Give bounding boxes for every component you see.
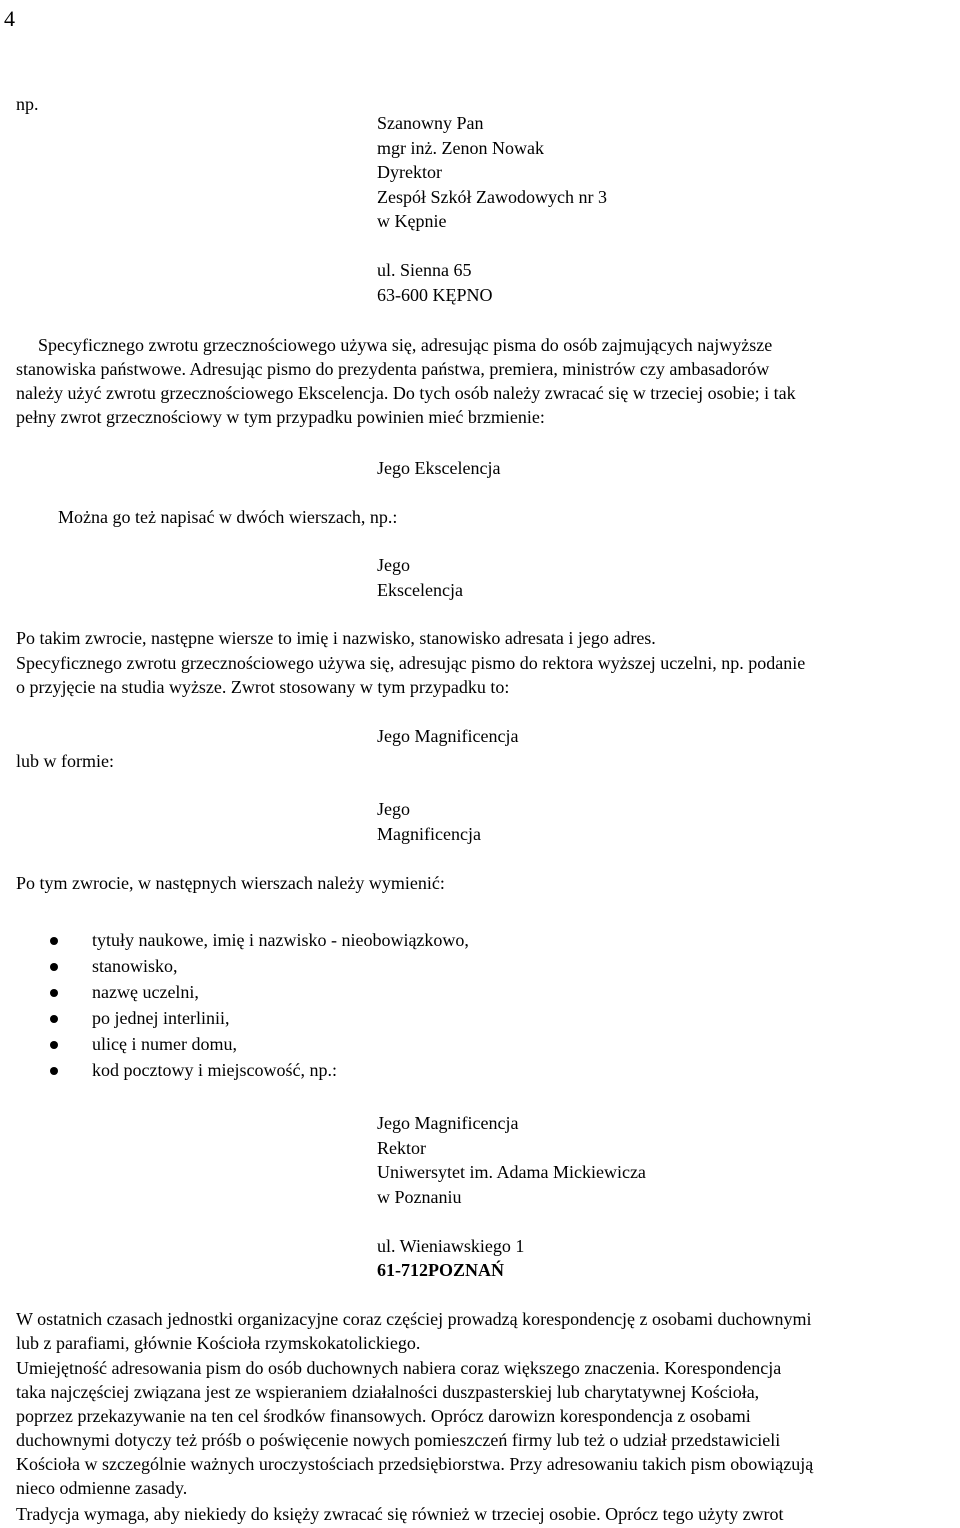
address-position: Dyrektor: [377, 162, 442, 182]
excellency-two-lines: [377, 553, 463, 602]
magnificence-one-line: Jego Magnificencja: [377, 726, 519, 746]
list-item: po jednej interlinii,: [40, 1006, 469, 1032]
paragraph-skill: [16, 1356, 946, 1500]
bullet-icon: [50, 937, 58, 945]
list-item: kod pocztowy i miejscowość, np.:: [40, 1058, 469, 1084]
requirements-list: [40, 928, 469, 1084]
paragraph-line: lub z parafiami, głównie Kościoła rzymskokatolickiego.: [16, 1333, 421, 1353]
two-lines-note: Można go też napisać w dwóch wierszach, np.:: [58, 507, 398, 527]
paragraph-magnificence: [16, 651, 946, 699]
excellency-line-2: Ekscelencja: [377, 579, 463, 600]
list-item: nazwę uczelni,: [40, 980, 469, 1006]
magnificence-line-1: Jego: [377, 799, 410, 819]
address-salutation: Szanowny Pan: [377, 113, 484, 133]
address-salutation: Jego Magnificencja: [377, 1113, 519, 1133]
address-position: Rektor: [377, 1137, 426, 1158]
paragraph-line: stanowiska państwowe. Adresując pismo do prezydenta państwa, premiera, ministrów czy ambasadorów: [16, 359, 770, 379]
address-block-rector: [377, 1111, 646, 1283]
intro-np: np.: [16, 94, 39, 114]
address-name: mgr inż. Zenon Nowak: [377, 137, 544, 158]
paragraph-line: taka najczęściej związana jest ze wspieraniem działalności duszpasterskiej lub charytatywnej Kościoła,: [16, 1382, 760, 1402]
list-item: tytuły naukowe, imię i nazwisko - nieobowiązkowo,: [40, 928, 469, 954]
after-excellency-text: Po takim zwrocie, następne wiersze to imię i nazwisko, stanowisko adresata i jego adres.: [16, 628, 656, 648]
paragraph-line: Specyficznego zwrotu grzecznościowego używa się, adresując pismo do rektora wyższej uczelni, np. podanie: [16, 653, 806, 673]
address-city: w Kępnie: [377, 211, 447, 231]
paragraph-line: o przyjęcie na studia wyższe. Zwrot stosowany w tym przypadku to:: [16, 677, 510, 697]
paragraph-line: nieco odmienne zasady.: [16, 1478, 188, 1498]
address-street: ul. Wieniawskiego 1: [377, 1235, 525, 1256]
paragraph-line: Umiejętność adresowania pism do osób duchownych nabiera coraz większego znaczenia. Korespondencja: [16, 1358, 782, 1378]
address-postal: 61-712POZNAŃ: [377, 1260, 504, 1280]
address-street: ul. Sienna 65: [377, 260, 472, 280]
list-item: stanowisko,: [40, 954, 469, 980]
address-block-director: [377, 111, 607, 307]
excellency-line-1: Jego: [377, 555, 410, 575]
page-number: 4: [4, 6, 15, 31]
paragraph-excellency: [16, 333, 946, 429]
or-form-label: lub w formie:: [16, 751, 114, 771]
address-institution: Zespół Szkół Zawodowych nr 3: [377, 186, 607, 207]
paragraph-line: należy użyć zwrotu grzecznościowego Ekscelencja. Do tych osób należy zwracać się w trzeciej osobie; i tak: [16, 383, 796, 403]
paragraph-tradition: [16, 1502, 946, 1526]
paragraph-line: Kościoła w szczególnie ważnych uroczystościach przedsiębiorstwa. Przy adresowaniu takich pism obowiązują: [16, 1454, 814, 1474]
paragraph-line: poprzez przekazywanie na ten cel środków finansowych. Oprócz darowizn korespondencja z osobami: [16, 1406, 751, 1426]
after-magnificence-text: Po tym zwrocie, w następnych wierszach należy wymienić:: [16, 873, 445, 893]
magnificence-line-2: Magnificencja: [377, 823, 481, 844]
list-item: ulicę i numer domu,: [40, 1032, 469, 1058]
bullet-icon: [50, 1067, 58, 1075]
address-postal: 63-600 KĘPNO: [377, 284, 493, 305]
bullet-icon: [50, 1041, 58, 1049]
paragraph-line: Tradycja wymaga, aby niekiedy do księży zwracać się również w trzeciej osobie. Oprócz tego użyty zwrot: [16, 1504, 784, 1524]
bullet-icon: [50, 1015, 58, 1023]
paragraph-clergy: [16, 1307, 946, 1355]
paragraph-line: W ostatnich czasach jednostki organizacyjne coraz częściej prowadzą korespondencję z osobami duchownymi: [16, 1309, 812, 1329]
magnificence-two-lines: [377, 797, 481, 846]
address-city: w Poznaniu: [377, 1186, 462, 1207]
bullet-icon: [50, 989, 58, 997]
bullet-icon: [50, 963, 58, 971]
excellency-one-line: Jego Ekscelencja: [377, 458, 501, 478]
paragraph-line: duchownymi dotyczy też próśb o poświęcenie nowych pomieszczeń firmy lub też o udział przedstawicieli: [16, 1430, 781, 1450]
paragraph-line: Specyficznego zwrotu grzecznościowego używa się, adresując pisma do osób zajmujących najwyższe: [38, 335, 773, 355]
address-institution: Uniwersytet im. Adama Mickiewicza: [377, 1162, 646, 1182]
paragraph-line: pełny zwrot grzecznościowy w tym przypadku powinien mieć brzmienie:: [16, 407, 545, 427]
